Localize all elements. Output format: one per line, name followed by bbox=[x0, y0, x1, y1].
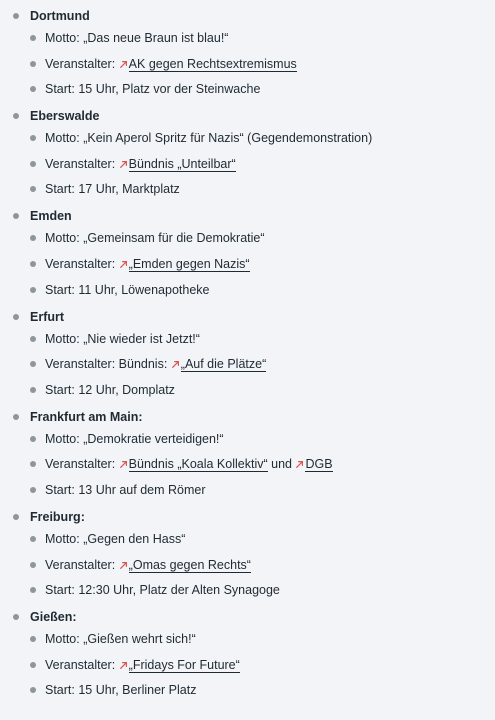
city-details bbox=[30, 29, 495, 98]
organizer-link-prefix: „ bbox=[128, 557, 133, 572]
bullet-dot-icon bbox=[30, 387, 36, 393]
motto-label: Motto: bbox=[45, 531, 80, 546]
city-item bbox=[0, 608, 495, 699]
city-item bbox=[0, 107, 495, 198]
external-link-arrow-icon bbox=[119, 460, 128, 469]
start-text: 15 Uhr, Platz vor der Steinwache bbox=[78, 82, 261, 97]
bullet-dot-icon bbox=[30, 86, 36, 92]
start-label: Start: bbox=[45, 282, 75, 297]
bullet-dot-icon bbox=[30, 487, 36, 493]
motto-item bbox=[30, 430, 495, 448]
motto-label: Motto: bbox=[45, 131, 80, 146]
external-link-arrow-icon bbox=[171, 360, 180, 369]
external-link-arrow-icon bbox=[119, 60, 128, 69]
city-item bbox=[0, 207, 495, 298]
motto-item bbox=[30, 330, 495, 348]
city-item bbox=[0, 408, 495, 499]
city-name: Dortmund bbox=[30, 9, 90, 23]
start-item bbox=[30, 80, 495, 98]
external-link-arrow-icon bbox=[119, 260, 128, 269]
organizer-label: Veranstalter: bbox=[45, 156, 116, 171]
bullet-dot-icon bbox=[30, 687, 36, 693]
start-item bbox=[30, 581, 495, 599]
bullet-dot-icon bbox=[30, 436, 36, 442]
motto-label: Motto: bbox=[45, 331, 80, 346]
start-text: 17 Uhr, Marktplatz bbox=[78, 182, 180, 197]
external-link-arrow-icon bbox=[119, 661, 128, 670]
bullet-dot-icon bbox=[30, 287, 36, 293]
bullet-dot-icon bbox=[30, 235, 36, 241]
city-name: Emden bbox=[30, 209, 72, 224]
motto-text: „Gegen den Hass“ bbox=[83, 531, 186, 546]
organizer-link[interactable]: „Auf die Plätze“ bbox=[180, 357, 267, 372]
motto-text: „Das neue Braun ist blau!“ bbox=[83, 31, 229, 45]
bullet-dot-icon bbox=[30, 461, 36, 467]
city-details bbox=[30, 430, 495, 499]
bullet-dot-icon bbox=[13, 13, 19, 19]
organizer-link[interactable]: DGB bbox=[305, 457, 333, 472]
organizer-label: Veranstalter: bbox=[45, 457, 116, 472]
bullet-dot-icon bbox=[30, 161, 36, 167]
bullet-dot-icon bbox=[30, 587, 36, 593]
city-item bbox=[0, 7, 495, 98]
start-label: Start: bbox=[45, 182, 75, 197]
external-link-arrow-icon bbox=[295, 460, 304, 469]
start-text: 12:30 Uhr, Platz der Alten Synagoge bbox=[78, 583, 280, 598]
organizer-item bbox=[30, 155, 495, 173]
start-text: 12 Uhr, Domplatz bbox=[78, 382, 175, 397]
city-name: Eberswalde bbox=[30, 109, 100, 124]
bullet-dot-icon bbox=[30, 61, 36, 67]
organizer-label: Veranstalter: bbox=[45, 557, 116, 572]
start-item bbox=[30, 481, 495, 499]
organizer-label: Veranstalter: bbox=[45, 56, 116, 71]
city-details bbox=[30, 530, 495, 599]
bullet-dot-icon bbox=[30, 186, 36, 192]
organizer-item bbox=[30, 556, 495, 574]
motto-text: „Gemeinsam für die Demokratie“ bbox=[83, 231, 265, 246]
city-name: Gießen: bbox=[30, 610, 77, 625]
city-item bbox=[0, 508, 495, 599]
organizer-link[interactable]: „Fridays For Future“ bbox=[128, 657, 240, 672]
city-name: Freiburg: bbox=[30, 509, 85, 524]
motto-item bbox=[30, 630, 495, 648]
start-item bbox=[30, 681, 495, 699]
bullet-dot-icon bbox=[13, 213, 19, 219]
motto-item bbox=[30, 229, 495, 247]
city-details bbox=[30, 229, 495, 298]
bullet-dot-icon bbox=[13, 614, 19, 620]
motto-label: Motto: bbox=[45, 431, 80, 446]
start-item bbox=[30, 381, 495, 399]
motto-label: Motto: bbox=[45, 231, 80, 246]
organizer-item bbox=[30, 455, 495, 473]
city-details bbox=[30, 630, 495, 699]
external-link-arrow-icon bbox=[119, 160, 128, 169]
motto-text: „Demokratie verteidigen!“ bbox=[83, 431, 224, 446]
bullet-dot-icon bbox=[30, 361, 36, 367]
start-label: Start: bbox=[45, 82, 75, 97]
city-item bbox=[0, 308, 495, 399]
bullet-dot-icon bbox=[30, 261, 36, 267]
city-details bbox=[30, 330, 495, 399]
start-label: Start: bbox=[45, 482, 75, 497]
organizer-item bbox=[30, 355, 495, 373]
organizer-link[interactable]: „Emden gegen Nazis“ bbox=[128, 256, 250, 271]
organizer-item bbox=[30, 656, 495, 674]
organizer-joiner: und bbox=[271, 457, 292, 472]
bullet-dot-icon bbox=[30, 562, 36, 568]
start-item bbox=[30, 281, 495, 299]
bullet-dot-icon bbox=[30, 636, 36, 642]
external-link-arrow-icon bbox=[119, 561, 128, 570]
organizer-label: Veranstalter: Bündnis: bbox=[45, 357, 168, 372]
start-label: Start: bbox=[45, 683, 75, 698]
start-label: Start: bbox=[45, 583, 75, 598]
motto-text: „Kein Aperol Spritz für Nazis“ (Gegendemonstration) bbox=[83, 131, 373, 146]
organizer-item bbox=[30, 255, 495, 273]
organizer-label: Veranstalter: bbox=[45, 256, 116, 271]
bullet-dot-icon bbox=[30, 536, 36, 542]
bullet-dot-icon bbox=[30, 662, 36, 668]
start-label: Start: bbox=[45, 382, 75, 397]
motto-item bbox=[30, 29, 495, 47]
bullet-dot-icon bbox=[13, 514, 19, 520]
start-text: 13 Uhr auf dem Römer bbox=[78, 482, 206, 497]
organizer-label: Veranstalter: bbox=[45, 657, 116, 672]
organizer-link[interactable]: Omas gegen Rechts“ bbox=[132, 557, 251, 572]
bullet-dot-icon bbox=[30, 35, 36, 41]
motto-text: „Gießen wehrt sich!“ bbox=[83, 632, 196, 647]
organizer-item bbox=[30, 55, 495, 73]
start-text: 11 Uhr, Löwenapotheke bbox=[78, 282, 210, 297]
bullet-dot-icon bbox=[13, 414, 19, 420]
city-name: Erfurt bbox=[30, 309, 65, 324]
bullet-dot-icon bbox=[13, 314, 19, 320]
city-details bbox=[30, 129, 495, 198]
organizer-link[interactable]: AK gegen Rechtsextremismus bbox=[128, 56, 297, 71]
motto-item bbox=[30, 129, 495, 147]
start-text: 15 Uhr, Berliner Platz bbox=[78, 683, 197, 698]
bullet-dot-icon bbox=[13, 113, 19, 119]
bullet-dot-icon bbox=[30, 336, 36, 342]
start-item bbox=[30, 180, 495, 198]
motto-item bbox=[30, 530, 495, 548]
motto-label: Motto: bbox=[45, 31, 80, 45]
organizer-link[interactable]: Bündnis „Unteilbar“ bbox=[128, 156, 236, 171]
motto-label: Motto: bbox=[45, 632, 80, 647]
motto-text: „Nie wieder ist Jetzt!“ bbox=[83, 331, 200, 346]
bullet-dot-icon bbox=[30, 135, 36, 141]
organizer-link[interactable]: Bündnis „Koala Kollektiv“ bbox=[128, 457, 268, 472]
city-name: Frankfurt am Main: bbox=[30, 409, 143, 424]
